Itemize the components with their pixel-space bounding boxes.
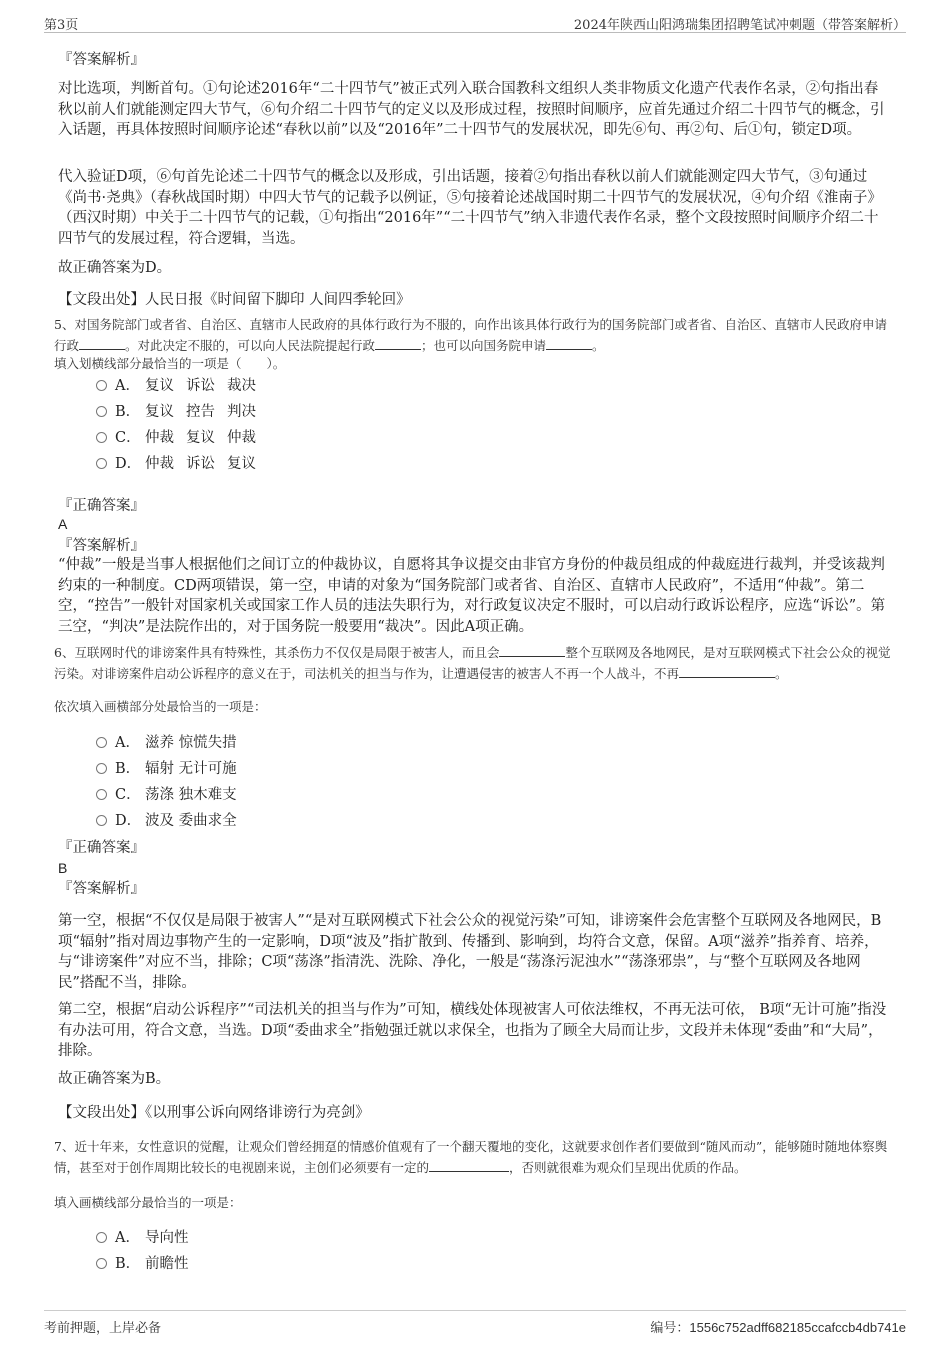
option-word: 复议	[145, 404, 174, 420]
q4-conclusion: 故正确答案为D。	[58, 260, 172, 276]
page-footer	[44, 1310, 906, 1337]
q6-stem	[54, 642, 899, 684]
option-word: 仲裁	[227, 430, 256, 446]
q5-option-c[interactable]	[96, 428, 256, 448]
blank	[546, 337, 592, 350]
option-word: 复议	[227, 456, 256, 472]
q6-option-c[interactable]	[96, 785, 237, 805]
radio-icon[interactable]	[96, 737, 107, 748]
q5-option-b[interactable]	[96, 402, 256, 422]
option-letter: B．	[115, 404, 141, 420]
q5-stem-part: 5、对国务院部门或者省、自治区、直辖市人民政府的具体行政行为不服的，向作出该具体行政行为的国务院部门或者省、自治区、直辖市人民政府申请行政	[54, 317, 887, 353]
document-title: 2024年陕西山阳鸿瑞集团招聘笔试冲刺题（带答案解析）	[573, 18, 906, 33]
option-word: 裁决	[227, 378, 256, 394]
option-text: 波及 委曲求全	[145, 813, 237, 829]
q5-answer: A	[58, 516, 68, 532]
radio-icon[interactable]	[96, 380, 107, 391]
option-letter: C．	[115, 787, 141, 803]
radio-icon[interactable]	[96, 432, 107, 443]
q6-correct-label: 『正确答案』	[58, 840, 145, 856]
q5-stem	[54, 314, 899, 356]
q7-stem-part: ，否则就很难为观众们呈现出优质的作品。	[509, 1160, 747, 1175]
option-word: 控告	[186, 404, 215, 420]
q6-analysis-para1: 第一空，根据“不仅仅是局限于被害人”“是对互联网模式下社会公众的视觉污染”可知，诽谤案件会危害整个互联网及各地网民，B项“辐射”指对周边事物产生的一定影响，D项“波及”指扩散到、传播到、影响到，均符合文意，保留。A项“滋养”指养育、培养，与“诽谤案件”对应不当，排除；C项“荡涤”指清洗、洗除、净化，一般是“荡涤污泥浊水”“荡涤邪祟”，与“整个互联网及各地网民”搭配不当，排除。	[58, 913, 882, 991]
radio-icon[interactable]	[96, 1258, 107, 1269]
option-letter: B．	[115, 1256, 141, 1272]
q6-option-b[interactable]	[96, 759, 237, 779]
q6-analysis-label: 『答案解析』	[58, 881, 145, 897]
option-word: 仲裁	[145, 456, 174, 472]
blank	[429, 1159, 509, 1172]
option-text: 辐射 无计可施	[145, 761, 237, 777]
q4-analysis-para1: 对比选项，判断首句。①句论述2016年“二十四节气”被正式列入联合国教科文组织人类非物质文化遗产代表作名录，②句指出春秋以前人们就能测定四大节气，⑥句介绍二十四节气的定义以及形成过程，按照时间顺序，应首先通过介绍二十四节气的概念，引入话题，再具体按照时间顺序论述“春秋以前”以及“2016年”二十四节气的发展状况，即先⑥句、再②句、后①句，锁定D项。	[58, 81, 885, 138]
q6-stem-part: 整个互联网及各地网民，是对互联网模式下社会公众的视觉污染。对诽谤案件启动公诉程序的意义在于，司法机关的担当与作为，让遭遇侵害的被害人不再一个人战斗，不再	[54, 645, 891, 681]
q5-option-d[interactable]	[96, 454, 256, 474]
option-letter: D．	[115, 456, 142, 472]
q6-option-d[interactable]	[96, 811, 237, 831]
q5-stem-part: ；也可以向国务院申请	[421, 338, 547, 353]
q7-prompt: 填入画横线部分最恰当的一项是：	[54, 1195, 242, 1210]
radio-icon[interactable]	[96, 1232, 107, 1243]
q6-stem-part: 。	[775, 666, 788, 681]
q6-prompt: 依次填入画横部分处最恰当的一项是：	[54, 699, 267, 714]
q5-stem-part: 。	[592, 338, 605, 353]
option-text: 滋养 惊慌失措	[145, 735, 237, 751]
option-word: 复议	[145, 378, 174, 394]
document-code	[650, 1317, 906, 1336]
q5-stem-part: 。对此决定不服的，可以向人民法院提起行政	[125, 338, 376, 353]
option-word: 诉讼	[186, 378, 215, 394]
footer-note: 考前押题，上岸必备	[44, 1321, 162, 1336]
option-word: 复议	[186, 430, 215, 446]
q6-option-a[interactable]	[96, 733, 237, 753]
option-letter: B．	[115, 761, 141, 777]
q5-prompt: 填入划横线部分最恰当的一项是（ ）。	[54, 356, 286, 371]
option-word: 仲裁	[145, 430, 174, 446]
option-word: 判决	[227, 404, 256, 420]
option-letter: D．	[115, 813, 142, 829]
option-letter: A．	[115, 378, 140, 394]
blank	[499, 644, 565, 657]
q6-analysis-para2: 第二空，根据“启动公诉程序”“司法机关的担当与作为”可知，横线处体现被害人可依法维权，不再无法可依， B项“无计可施”指没有办法可用，符合文意，当选。D项“委曲求全”指勉强迁就以求保全，也指为了顾全大局而让步，文段并未体现“委曲”和“大局”，排除。	[58, 1002, 887, 1059]
option-text: 前瞻性	[145, 1256, 189, 1272]
option-letter: A．	[115, 735, 140, 751]
q7-option-a[interactable]	[96, 1228, 189, 1248]
option-letter: A．	[115, 1230, 140, 1246]
option-word: 诉讼	[186, 456, 215, 472]
code-label: 编号：	[650, 1321, 690, 1336]
q4-source: 【文段出处】人民日报《时间留下脚印 人间四季轮回》	[58, 292, 411, 308]
radio-icon[interactable]	[96, 789, 107, 800]
option-text: 导向性	[145, 1230, 189, 1246]
radio-icon[interactable]	[96, 763, 107, 774]
q6-stem-part: 6、互联网时代的诽谤案件具有特殊性，其杀伤力不仅仅是局限于被害人，而且会	[54, 645, 500, 660]
q7-stem	[54, 1136, 899, 1178]
q7-stem-part: 7、近十年来，女性意识的觉醒，让观众们曾经拥趸的情感价值观有了一个翻天覆地的变化，这就要求创作者们要做到“随风而动”，能够随时随地体察舆情，甚至对于创作周期比较长的电视剧来说，主创们必须要有一定的	[54, 1139, 888, 1175]
radio-icon[interactable]	[96, 815, 107, 826]
blank	[679, 665, 775, 678]
q4-analysis-para2: 代入验证D项，⑥句首先论述二十四节气的概念以及形成，引出话题，接着②句指出春秋以前人们就能测定四大节气，③句通过《尚书·尧典》（春秋战国时期）中四大节气的记载予以例证，⑤句接着论述战国时期二十四节气的发展状况，④句介绍《淮南子》（西汉时期）中关于二十四节气的记载，①句指出“2016年”“二十四节气”纳入非遗代表作名录，整个文段按照时间顺序介绍二十四节气的发展过程，符合逻辑，当选。	[58, 169, 882, 247]
q6-answer: B	[58, 860, 68, 876]
page-header	[44, 12, 906, 33]
code-value: 1556c752adff682185ccafccb4db741e	[689, 1320, 906, 1335]
option-letter: C．	[115, 430, 141, 446]
q4-analysis-label: 『答案解析』	[58, 52, 145, 68]
option-text: 荡涤 独木难支	[145, 787, 237, 803]
q5-correct-label: 『正确答案』	[58, 498, 145, 514]
page-number: 第3页	[44, 18, 79, 33]
radio-icon[interactable]	[96, 406, 107, 417]
q5-analysis: “仲裁”一般是当事人根据他们之间订立的仲裁协议，自愿将其争议提交由非官方身份的仲裁员组成的仲裁庭进行裁判，并受该裁判约束的一种制度。CD两项错误，第一空，申请的对象为“国务院部门或者省、自治区、直辖市人民政府”，不适用“仲裁”。第二空，“控告”一般针对国家机关或国家工作人员的违法失职行为，对行政复议决定不服时，可以启动行政诉讼程序，应选“诉讼”。第三空，“判决”是法院作出的，对于国务院一般要用“裁决”。因此A项正确。	[58, 557, 886, 635]
q5-analysis-label: 『答案解析』	[58, 538, 145, 554]
radio-icon[interactable]	[96, 458, 107, 469]
blank	[79, 337, 125, 350]
blank	[375, 337, 421, 350]
q6-conclusion: 故正确答案为B。	[58, 1071, 171, 1087]
q5-option-a[interactable]	[96, 376, 256, 396]
q6-source: 【文段出处】《以刑事公诉向网络诽谤行为亮剑》	[58, 1105, 370, 1121]
q7-option-b[interactable]	[96, 1254, 189, 1274]
